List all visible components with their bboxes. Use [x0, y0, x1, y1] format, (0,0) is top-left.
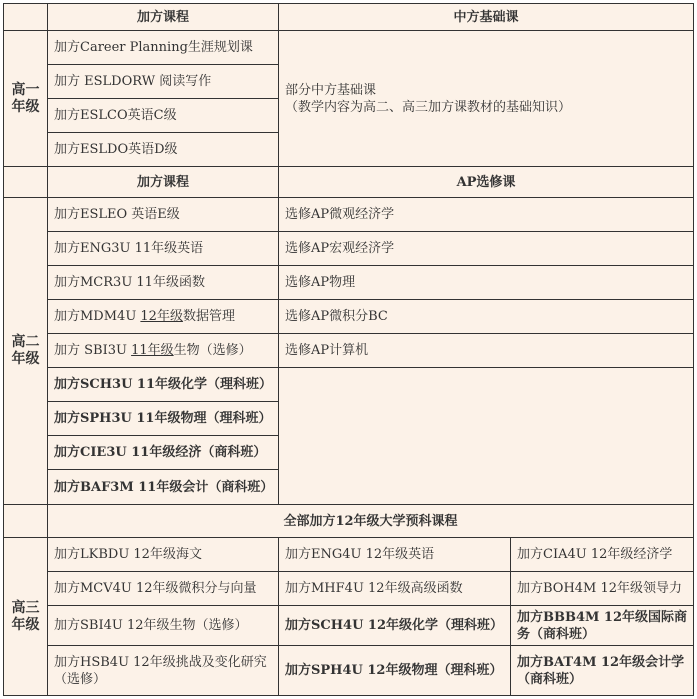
course-cell: 加方BOH4M 12年级领导力 [511, 572, 694, 606]
course-cell: 加方ESLDO英语D级 [48, 133, 279, 167]
course-subject: 生物（选修） [173, 343, 252, 358]
course-cell-bold: 加方CIE3U 11年级经济（商科班） [48, 436, 279, 470]
course-cell-bold: 加方BAF3M 11年级会计（商科班） [48, 470, 279, 505]
course-cell: 加方Career Planning生涯规划课 [48, 31, 279, 65]
ap-course-cell: 选修AP微观经济学 [279, 198, 694, 232]
header-grade12-university-prep: 全部加方12年级大学预科课程 [48, 505, 694, 538]
course-cell: 加方 ESLDORW 阅读写作 [48, 65, 279, 99]
ap-course-cell: 选修AP微积分BC [279, 300, 694, 334]
corner-cell [4, 505, 48, 538]
course-cell [48, 334, 279, 368]
header-chinese-basic-courses: 中方基础课 [279, 4, 694, 31]
grade-label-12: 高三年级 [4, 538, 48, 696]
empty-ap-cell [279, 368, 694, 505]
course-cell-bold: 加方SCH4U 12年级化学（理科班） [279, 606, 511, 646]
header-canadian-courses: 加方课程 [48, 4, 279, 31]
course-cell-bold: 加方SPH3U 11年级物理（理科班） [48, 402, 279, 436]
course-cell: 加方HSB4U 12年级挑战及变化研究（选修） [48, 646, 279, 696]
ap-course-cell: 选修AP计算机 [279, 334, 694, 368]
grade-label-10: 高一年级 [4, 31, 48, 167]
course-cell-bold: 加方BBB4M 12年级国际商务（商科班） [511, 606, 694, 646]
course-cell: 加方LKBDU 12年级海文 [48, 538, 279, 572]
course-code: 加方MDM4U [54, 309, 141, 324]
corner-cell [4, 167, 48, 198]
course-cell: 加方MCV4U 12年级微积分与向量 [48, 572, 279, 606]
course-cell-bold: 加方SCH3U 11年级化学（理科班） [48, 368, 279, 402]
course-code: 加方 SBI3U [54, 343, 132, 358]
course-cell: 加方MHF4U 12年级高级函数 [279, 572, 511, 606]
course-cell-bold: 加方SPH4U 12年级物理（理科班） [279, 646, 511, 696]
chinese-basic-note [279, 31, 694, 167]
course-cell: 加方SBI4U 12年级生物（选修） [48, 606, 279, 646]
course-grade-underlined: 11年级 [131, 343, 174, 358]
course-cell [48, 300, 279, 334]
course-cell-bold: 加方BAT4M 12年级会计学（商科班） [511, 646, 694, 696]
course-cell: 加方ESLCO英语C级 [48, 99, 279, 133]
header-ap-electives: AP选修课 [279, 167, 694, 198]
ap-course-cell: 选修AP宏观经济学 [279, 232, 694, 266]
curriculum-table [3, 3, 694, 696]
course-subject: 数据管理 [182, 309, 235, 324]
note-line-1: 部分中方基础课 [285, 82, 377, 98]
course-cell: 加方ENG3U 11年级英语 [48, 232, 279, 266]
course-cell: 加方MCR3U 11年级函数 [48, 266, 279, 300]
grade-label-11: 高二年级 [4, 198, 48, 505]
header-canadian-courses: 加方课程 [48, 167, 279, 198]
ap-course-cell: 选修AP物理 [279, 266, 694, 300]
course-cell: 加方ESLEO 英语E级 [48, 198, 279, 232]
corner-cell [4, 4, 48, 31]
note-line-2: （教学内容为高二、高三加方课教材的基础知识） [285, 99, 572, 115]
course-cell: 加方ENG4U 12年级英语 [279, 538, 511, 572]
course-cell: 加方CIA4U 12年级经济学 [511, 538, 694, 572]
course-grade-underlined: 12年级 [140, 309, 183, 324]
